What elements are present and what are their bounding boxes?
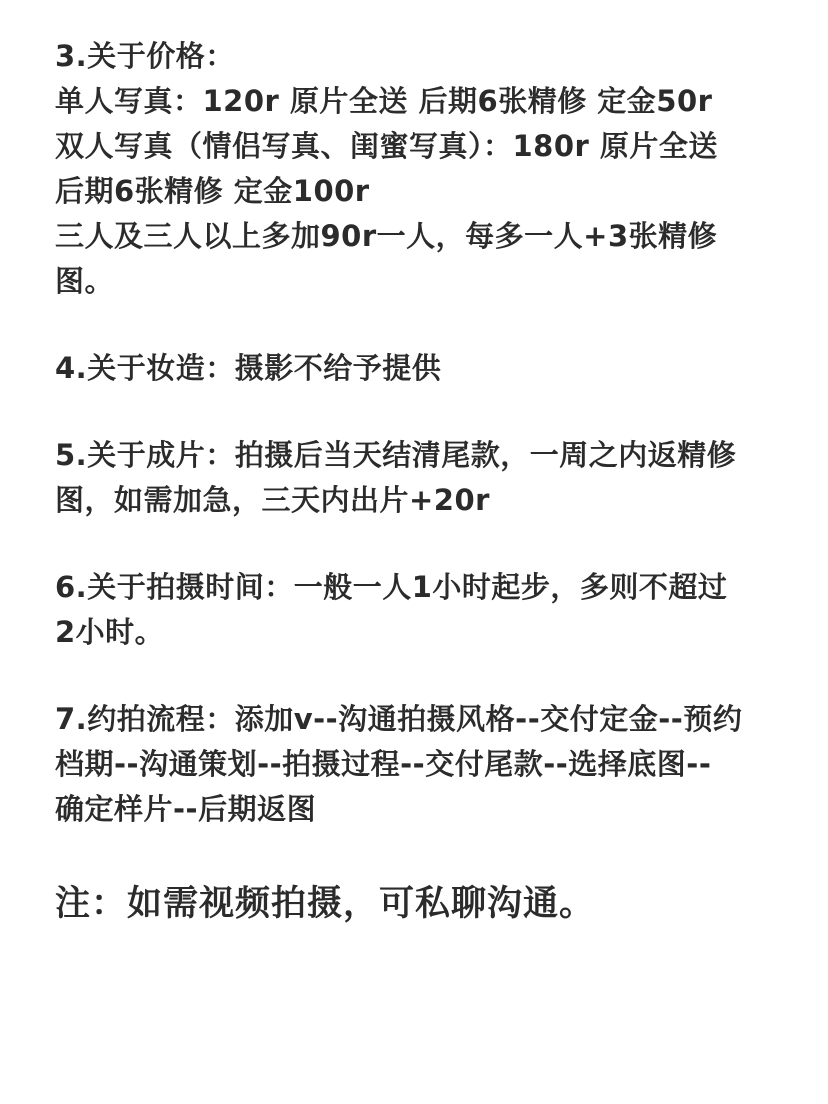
- process-line: 确定样片--后期返图: [55, 792, 317, 826]
- price-line-double: 双人写真（情侣写真、闺蜜写真）：180r 原片全送: [55, 129, 718, 163]
- photos-line: 5.关于成片：拍摄后当天结清尾款，一周之内返精修: [55, 438, 737, 472]
- section-gap: [55, 391, 795, 433]
- process-line: 档期--沟通策划--拍摄过程--交付尾款--选择底图--: [55, 747, 712, 781]
- process-line: 7.约拍流程：添加v--沟通拍摄风格--交付定金--预约: [55, 702, 743, 736]
- section-process: [55, 697, 795, 832]
- makeup-line: 4.关于妆造：摄影不给予提供: [55, 351, 442, 385]
- time-line: 2小时。: [55, 615, 165, 649]
- section-price: [55, 34, 795, 304]
- video-note: 注：如需视频拍摄，可私聊沟通。: [55, 884, 596, 924]
- price-line-single: 单人写真：120r 原片全送 后期6张精修 定金50r: [55, 84, 713, 118]
- price-line-group-cont: 图。: [55, 264, 115, 298]
- section-gap: [55, 832, 795, 880]
- section-gap: [55, 523, 795, 565]
- photos-line: 图，如需加急，三天内出片+20r: [55, 483, 490, 517]
- section-gap: [55, 655, 795, 697]
- price-line-group: 三人及三人以上多加90r一人，每多一人+3张精修: [55, 219, 718, 253]
- price-line-double-cont: 后期6张精修 定金100r: [55, 174, 370, 208]
- section-gap: [55, 304, 795, 346]
- section-price-title: 3.关于价格：: [55, 39, 235, 73]
- section-photos: [55, 433, 795, 523]
- section-makeup: [55, 346, 795, 391]
- section-time: [55, 565, 795, 655]
- price-info-document: [55, 34, 795, 928]
- time-line: 6.关于拍摄时间：一般一人1小时起步，多则不超过: [55, 570, 728, 604]
